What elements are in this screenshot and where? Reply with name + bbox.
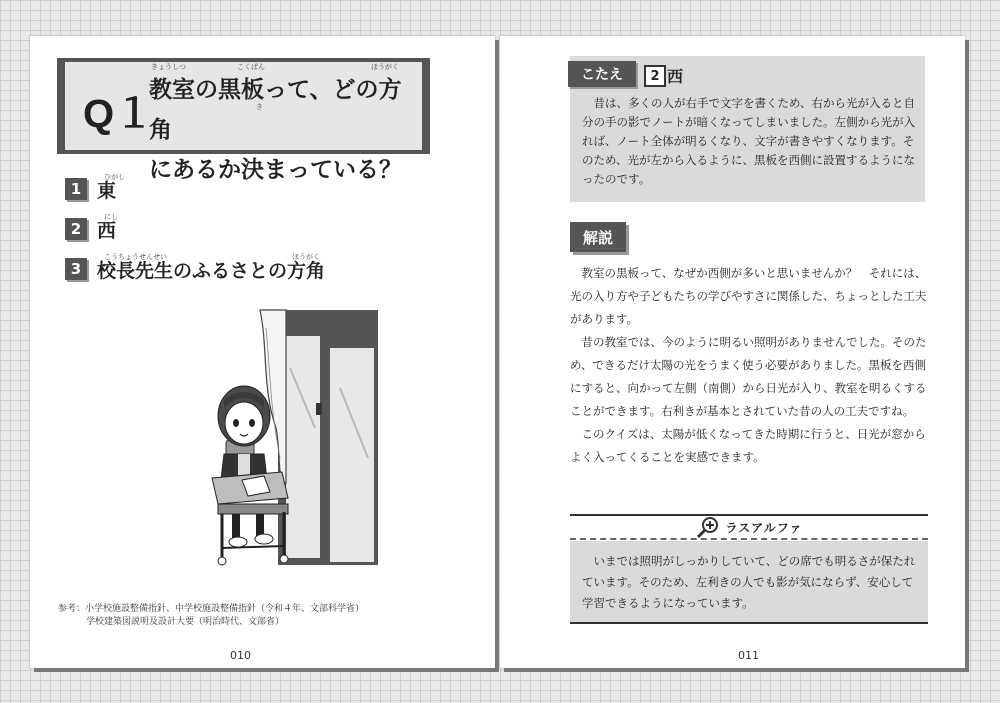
answer-word: 西 bbox=[667, 67, 684, 86]
plus-alpha-header bbox=[570, 516, 928, 538]
option-3-number: 3 bbox=[65, 258, 87, 280]
answer-box bbox=[570, 56, 925, 202]
question-number: Q１ bbox=[83, 92, 155, 136]
ruby-hougaku: ほうがく bbox=[371, 63, 399, 71]
option-3-label: 校長先生のふるさとの方角 bbox=[97, 259, 326, 282]
option3-ruby: こうちょうせんせい bbox=[104, 253, 167, 261]
page-number-left: 010 bbox=[230, 649, 251, 662]
commentary-tag: 解説 bbox=[570, 222, 626, 252]
option2-ruby: にし bbox=[104, 213, 118, 221]
option-2-number: 2 bbox=[65, 218, 87, 240]
option3-ruby2: ほうがく bbox=[292, 253, 320, 261]
plus-alpha-title: ラスアルファ bbox=[725, 520, 803, 535]
option-1 bbox=[65, 176, 116, 202]
question-title-line2: にあるか決まっている？ bbox=[149, 157, 402, 183]
reference-note bbox=[58, 603, 364, 629]
commentary-paragraph-1: 教室の黒板って、なぜか西側が多いと思いませんか？ それには、光の入り方や子どもたちの学びやすさに関係した、ちょっとした工夫があります。 bbox=[570, 266, 927, 326]
commentary-body bbox=[570, 262, 928, 469]
option-1-label: 東 bbox=[97, 179, 117, 202]
right-page bbox=[500, 36, 965, 668]
plus-alpha-box bbox=[570, 514, 928, 624]
question-title bbox=[149, 70, 422, 190]
option-3 bbox=[65, 256, 325, 282]
option-2 bbox=[65, 216, 116, 242]
classroom-illustration bbox=[190, 308, 380, 570]
ruby-kyoushitsu: きょうしつ bbox=[151, 63, 186, 71]
option-1-number: 1 bbox=[65, 178, 87, 200]
option-2-label: 西 bbox=[97, 219, 117, 242]
reference-line1: 参考：小学校施設整備指針、中学校施設整備指針（令和４年、文部科学省） bbox=[58, 604, 365, 614]
plus-alpha-body bbox=[570, 541, 928, 624]
answer-tag: こたえ bbox=[568, 61, 636, 87]
ruby-ki: き bbox=[256, 103, 263, 111]
answer-number: 2 bbox=[644, 65, 666, 87]
ruby-kokuban: こくばん bbox=[237, 63, 265, 71]
reference-line2: 学校建築図説明及設計大要（明治時代、文部省） bbox=[86, 617, 285, 627]
plus-alpha-text: いまでは照明がしっかりしていて、どの席でも明るさが保たれています。そのため、左利きの人でも影が気にならず、安心して学習できるようになっています。 bbox=[582, 554, 916, 610]
left-page bbox=[30, 36, 495, 668]
magnifier-plus-icon bbox=[696, 516, 722, 538]
answer-text: 昔は、多くの人が右手で文字を書くため、右から光が入ると自分の手の影でノートが暗くなってしまいました。左側から光が入れば、ノート全体が明るくなり、文字が書きやすくなります。そのため、光が左から入るように、黒板を西側に設置するようになったのです。 bbox=[582, 96, 916, 186]
option1-ruby: ひがし bbox=[104, 173, 125, 181]
question-title-line1: 教室の黒板って、どの方角 bbox=[149, 77, 402, 143]
page-number-right: 011 bbox=[738, 649, 759, 662]
commentary-paragraph-2: 昔の教室では、今のように明るい照明がありませんでした。そのため、できるだけ太陽の光をうまく使う必要がありました。黒板を西側にすると、向かって左側（南側）から日光が入り、教室を明るくすることができます。右利きが基本とされていた昔の人の工夫ですね。 bbox=[570, 335, 927, 418]
plus-alpha-dashed-rule bbox=[570, 538, 928, 540]
commentary-paragraph-3: このクイズは、太陽が低くなってきた時期に行うと、日光が窓からよく入ってくることを実感できます。 bbox=[570, 427, 926, 464]
